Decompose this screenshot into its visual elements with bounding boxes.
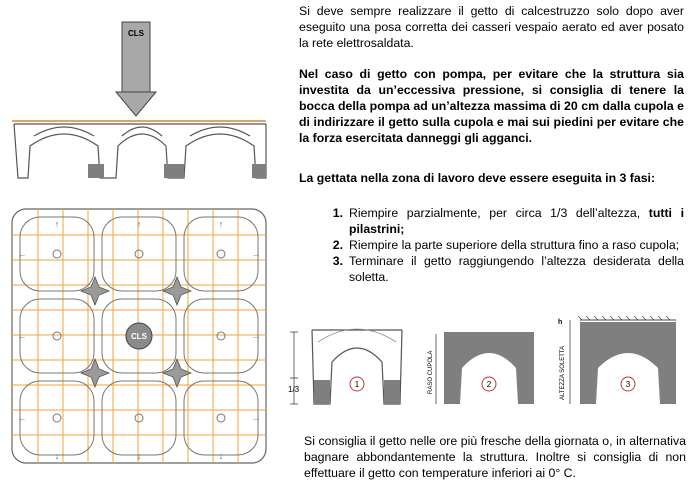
pump-advice-paragraph: Nel caso di getto con pompa, per evitare che la struttura sia investita da un’eccessiva pressione, si consiglia di tenere la bocca della pompa ad un’altezza massima di 20 cm dalla cupola e di indirizzare il getto sulla cupola e mai sui piedini per evitare che la forza esercitata danneggi gli agganci. bbox=[299, 67, 684, 145]
svg-text:3: 3 bbox=[625, 380, 631, 389]
phase-3-diagram bbox=[558, 316, 676, 404]
phase-2-diagram bbox=[428, 332, 534, 404]
svg-text:←: ← bbox=[17, 413, 27, 423]
svg-text:←: ← bbox=[17, 249, 27, 259]
cls-center-label: CLS bbox=[131, 332, 147, 341]
phases-heading: La gettata nella zona di lavoro deve essere eseguita in 3 fasi: bbox=[299, 171, 656, 185]
closing-paragraph: Si consiglia il getto nelle ore più fresche della giornata o, in alternativa bagnare abbondantemente la struttura. Inoltre si consiglia di non effettuare il getto con temperature inferiori ai 0° C. bbox=[304, 434, 686, 480]
dome-outline bbox=[14, 124, 266, 178]
svg-text:→: → bbox=[251, 331, 261, 341]
phase-1-diagram bbox=[288, 329, 402, 404]
phases-list bbox=[299, 205, 684, 285]
svg-text:↓: ↓ bbox=[54, 451, 60, 461]
svg-text:↓: ↓ bbox=[136, 451, 142, 461]
svg-text:2: 2 bbox=[486, 380, 492, 389]
formwork-section-figure bbox=[4, 18, 274, 193]
plan-view-figure bbox=[8, 205, 270, 467]
pour-phases-figure bbox=[284, 312, 688, 412]
concrete-fill bbox=[88, 164, 266, 178]
svg-text:←: ← bbox=[17, 331, 27, 341]
svg-text:↓: ↓ bbox=[218, 451, 224, 461]
svg-text:↑: ↑ bbox=[54, 219, 60, 229]
list-item: 2. Riempire la parte superiore della struttura fino a raso cupola; bbox=[332, 238, 680, 252]
list-item: 3. Terminare il getto raggiungendo l’altezza desiderata della soletta. bbox=[332, 254, 684, 284]
svg-text:1: 1 bbox=[354, 380, 360, 389]
one-third-marker: 1/3 bbox=[288, 385, 300, 394]
svg-text:→: → bbox=[251, 249, 261, 259]
raso-cupola-label: RASO CUPOLA bbox=[428, 350, 434, 394]
cls-label: CLS bbox=[128, 29, 144, 38]
svg-text:↑: ↑ bbox=[218, 219, 224, 229]
h-label: h bbox=[558, 319, 563, 326]
svg-text:→: → bbox=[251, 413, 261, 423]
altezza-soletta-label: ALTEZZA SOLETTA bbox=[560, 345, 566, 400]
intro-paragraph: Si deve sempre realizzare il getto di calcestruzzo solo dopo aver eseguito una posa corretta dei casseri vespaio aerato ed aver posato la rete elettrosaldata. bbox=[299, 4, 684, 50]
list-item: 1. Riempire parzialmente, per circa 1/3 dell’altezza, tutti i pilastrini; bbox=[332, 206, 684, 236]
svg-text:↑: ↑ bbox=[136, 219, 142, 229]
